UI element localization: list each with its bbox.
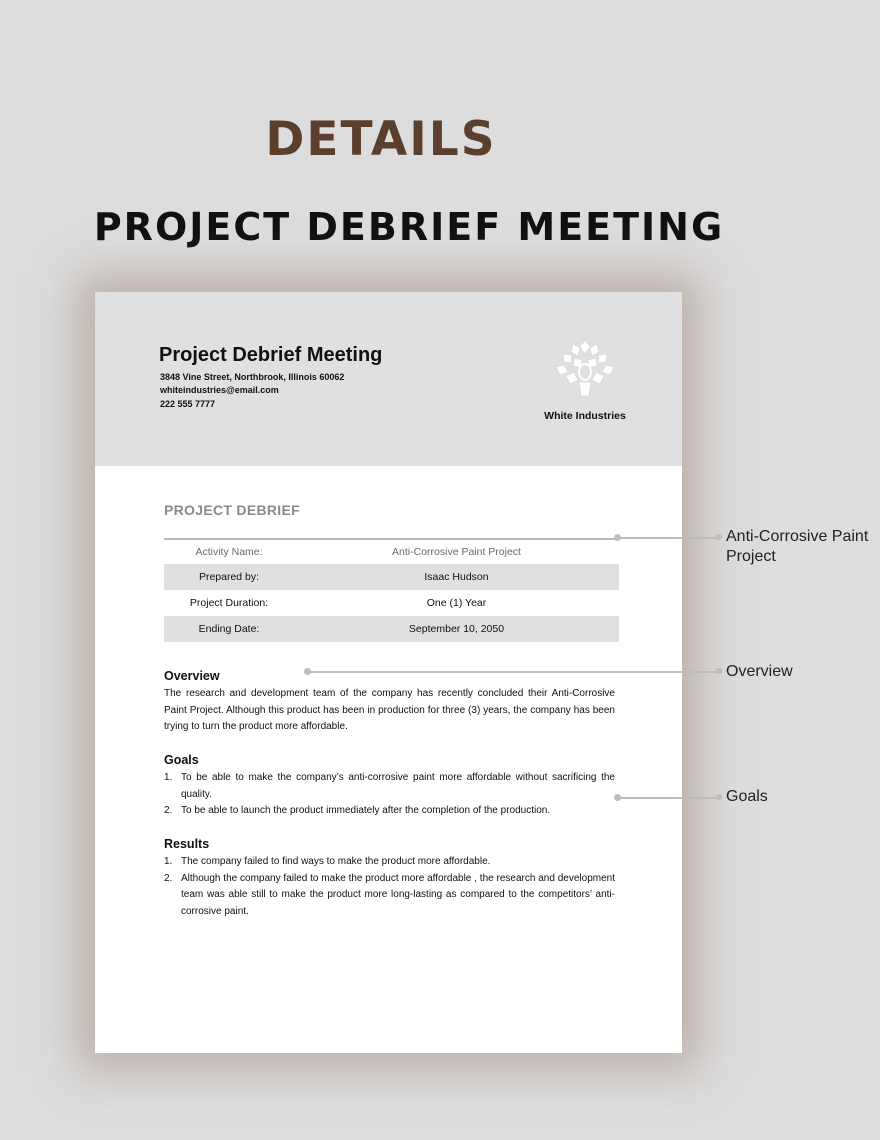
- goals-callout-end-dot: [716, 794, 722, 800]
- table-row: [164, 564, 619, 590]
- result-text: The company failed to find ways to make the product more affordable.: [181, 856, 491, 867]
- table-row: [164, 590, 619, 616]
- section-label: PROJECT DEBRIEF: [164, 502, 300, 518]
- activity-callout-dot: [614, 534, 621, 541]
- list-item: [164, 803, 615, 820]
- goal-text: To be able to launch the product immediately after the completion of the production.: [181, 805, 551, 816]
- overview-callout-dot: [304, 668, 311, 675]
- overview-heading: Overview: [164, 669, 220, 683]
- results-section: [164, 837, 615, 920]
- overview-callout-end-dot: [716, 668, 722, 674]
- goals-section: [164, 753, 615, 820]
- activity-name-value: Anti-Corrosive Paint Project: [294, 539, 619, 564]
- goals-heading: Goals: [164, 753, 199, 767]
- ending-date-value: September 10, 2050: [294, 616, 619, 642]
- overview-callout-line: [308, 671, 722, 673]
- project-info-table: [164, 538, 619, 642]
- company-name: White Industries: [544, 410, 626, 422]
- prepared-by-label: Prepared by:: [164, 564, 294, 590]
- goals-list: [164, 770, 615, 820]
- list-number: 2.: [164, 872, 173, 884]
- project-duration-value: One (1) Year: [426, 597, 487, 609]
- goals-callout-dot: [614, 794, 621, 801]
- list-item: [164, 871, 615, 921]
- company-address: 3848 Vine Street, Northbrook, Illinois 60062: [160, 372, 345, 382]
- template-title-heading: PROJECT DEBRIEF MEETING: [93, 205, 725, 249]
- overview-section: [164, 669, 615, 736]
- activity-callout-label: Anti-Corrosive Paint Project: [726, 528, 869, 565]
- document-header: [95, 292, 682, 466]
- activity-callout-line: [618, 537, 722, 539]
- list-item: [164, 854, 615, 871]
- overview-callout-label: Overview: [726, 663, 793, 680]
- results-heading: Results: [164, 837, 210, 851]
- document-title: Project Debrief Meeting: [159, 344, 383, 366]
- list-number: 1.: [164, 772, 173, 783]
- details-heading: DETAILS: [265, 112, 497, 167]
- result-text: Although the company failed to make the product more affordable , the research and development team was able still to make the product more long-lasting as compared to the competitors’ anti-corrosive paint.: [181, 872, 615, 917]
- prepared-by-value: Isaac Hudson: [294, 564, 619, 590]
- activity-name-label: Activity Name:: [164, 539, 294, 564]
- results-list: [164, 854, 615, 920]
- table-row: [164, 616, 619, 642]
- company-email: whiteindustries@email.com: [160, 385, 279, 395]
- overview-text: The research and development team of the company has recently concluded their Anti-Corrosive Paint Project. Although this product has been in production for three (3) years, the company has been trying to turn the product more affordable.: [164, 688, 615, 732]
- goals-callout-label: Goals: [726, 788, 768, 805]
- company-logo-icon: [552, 338, 618, 400]
- activity-callout-end-dot: [716, 534, 722, 540]
- list-number: 1.: [164, 856, 173, 867]
- project-duration-label: Project Duration:: [189, 597, 269, 609]
- list-number: 2.: [164, 805, 173, 816]
- table-row: [164, 539, 619, 564]
- ending-date-label: Ending Date:: [164, 616, 294, 642]
- goals-callout-line: [618, 797, 722, 799]
- list-item: [164, 770, 615, 803]
- goal-text: To be able to make the company’s anti-corrosive paint more affordable without sacrificing the quality.: [181, 772, 615, 800]
- company-phone: 222 555 7777: [160, 399, 216, 409]
